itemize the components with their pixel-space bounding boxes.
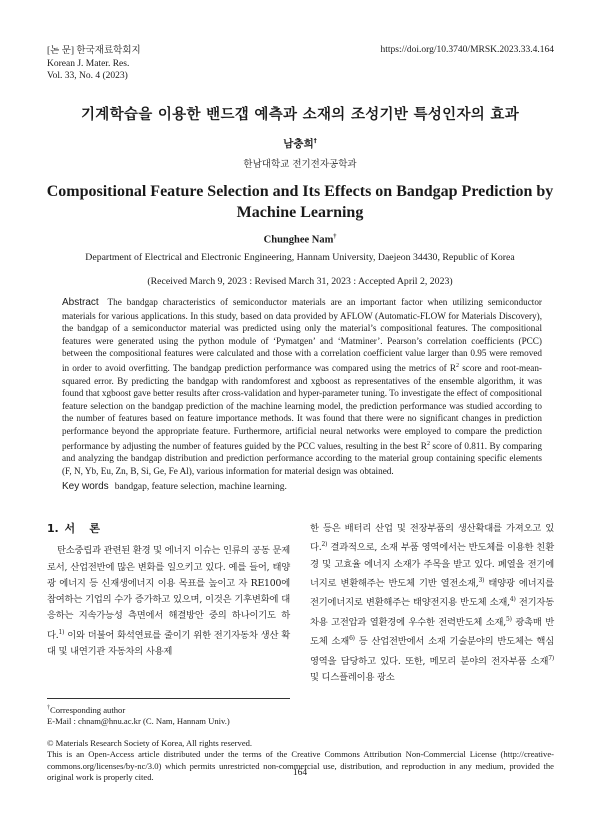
ref-6: 6)	[349, 635, 355, 643]
body-column-left	[47, 521, 290, 660]
english-title	[40, 182, 560, 223]
keywords	[62, 481, 542, 492]
doi-link[interactable]: https://doi.org/10.3740/MRSK.2023.33.4.164	[380, 45, 554, 55]
ref-7: 7)	[548, 654, 554, 662]
keywords-label: Key words	[62, 481, 109, 492]
english-author	[0, 234, 600, 246]
abstract-sup-1: 2	[456, 362, 460, 369]
section-title: 서 론	[64, 522, 100, 535]
journal-korean-name: [논 문] 한국재료학회지	[47, 46, 141, 56]
english-title-line2: Machine Learning	[236, 203, 364, 221]
journal-abbrev: Korean J. Mater. Res.	[47, 58, 130, 69]
body-column-right	[310, 521, 554, 686]
keywords-text: bandgap, feature selection, machine learning.	[114, 482, 287, 492]
received-dates: (Received March 9, 2023 : Revised March 31, 2023 : Accepted April 2, 2023)	[147, 276, 453, 287]
footnote-label: Corresponding author	[50, 704, 126, 715]
page-number: 164	[292, 768, 308, 778]
copyright-line1: © Materials Research Society of Korea, All rights reserved.	[47, 738, 253, 748]
abstract-text-1: The bandgap characteristics of semiconductor materials are an important factor when utilizing semiconductor materials for various applications. In this study, based on data provided by AFLOW (Automatic-FLOW for Materials Discovery), the bandgap of a semiconductor material was predicted using only the material’s compositional features. The compositional features were generated using the python module of ‘Pymatgen’ and ‘Matminer’. Pearson’s correlation coefficients (PCC) between the compositional features were calculated and those with a correlation coefficient value larger than 0.95 were removed in order to avoid overfitting. The bandgap prediction performance was compared using the metrics of R	[62, 297, 542, 374]
korean-title: 기계학습을 이용한 밴드갭 예측과 소재의 조성기반 특성인자의 효과	[80, 107, 520, 123]
body-left-text-1: 탄소중립과 관련된 환경 및 에너지 이슈는 인류의 공동 문제로서, 산업전반에 많은 변화를 일으키고 있다. 예를 들어, 태양광 에너지 등 신재생에너지 이용 목표를 높이고 자 RE100에 참여하는 기업의 수가 증가하고 있으며, 이것은 기후변화에 대응하는 지속가능성 측면에서 해결방안 중의 하나이기도 하다.	[47, 545, 290, 641]
english-author-mark: †	[333, 234, 337, 240]
section-heading	[47, 521, 290, 537]
korean-affiliation: 한남대학교 전기전자공학과	[243, 159, 357, 170]
english-author-name: Chunghee Nam	[263, 234, 334, 246]
body-right-text-6: 등 산업전반에서 소재 기술분야의 반도체는 핵심영역을 담당하고 있다. 또한, 메모리 분야의 전자부품 소재	[310, 636, 554, 667]
journal-header	[47, 45, 141, 83]
corresponding-footnote	[47, 703, 230, 728]
footnote-divider	[47, 698, 290, 699]
body-right-text-2: 결과적으로, 소재 부품 영역에서는 반도체를 이용한 친환경 및 고효율 에너지 소재가 주목을 받고 있다. 폐열을 전기에너지로 변환해주는 반도체 기반 열전소재,	[310, 542, 554, 590]
abstract-sup-2: 2	[426, 440, 430, 447]
body-paragraph-left	[47, 543, 290, 660]
footnote-mark: †	[47, 705, 50, 711]
english-title-line1: Compositional Feature Selection and Its Effects on Bandgap Prediction by	[46, 183, 554, 200]
english-affiliation: Department of Electrical and Electronic Engineering, Hannam University, Daejeon 34430, Republic of Korea	[85, 252, 515, 263]
korean-author-name: 남충희	[283, 138, 314, 150]
footnote-line1	[47, 703, 230, 716]
abstract	[62, 296, 542, 477]
copyright-license: This is an Open-Access article distributed under the terms of the Creative Commons Attribution Non-Commercial License (http://creative-commons.org/licenses/by-nc/3.0) which permits unrestricted non-commercial use, distribution, and reproduction in any medium, provided the original work is properly cited.	[47, 749, 554, 782]
footnote-email: E-Mail : chnam@hnu.ac.kr (C. Nam, Hannam Univ.)	[47, 716, 230, 727]
abstract-text-2: score and root-mean-squared error. By predicting the bandgap with randomforest and xgboost as representatives of the ensemble algorithm, it was found that xgboost gave better results after cross-validation and hyper-parameter tuning. To investigate the effect of compositional feature selection on the bandgap prediction of the machine learning model, the prediction performance was studied according to the number of features based on feature importance methods. It was found that there were no significant changes in prediction performance beyond the appropriate feature. Furthermore, artificial neural networks were employed to compare the prediction performance by adjusting the number of features guided by the PCC values, resulting in the best R	[62, 363, 542, 451]
ref-1: 1)	[58, 628, 65, 636]
body-left-text-2: 이와 더불어 화석연료를 줄이기 위한 전기자동차 생산 확대 및 내연기관 자동차의 사용제	[47, 629, 290, 658]
body-right-text-3: 태양광 에너지를 전기에너지로 변환해주는 태양전지용 반도체 소재,	[310, 578, 554, 609]
korean-author-mark: †	[313, 137, 317, 145]
body-right-text-5: 광촉매 반도체 소재	[310, 616, 554, 648]
body-right-text-1: 한 등은 배터리 산업 및 전장부품의 생산확대를 가져오고 있다.	[310, 523, 554, 554]
ref-2: 2)	[321, 541, 328, 549]
ref-4: 4)	[509, 596, 516, 604]
abstract-label: Abstract	[62, 297, 99, 308]
body-right-text-7: 및 디스플레이용 광소	[310, 671, 395, 683]
journal-volume: Vol. 33, No. 4 (2023)	[47, 71, 128, 81]
body-paragraph-right	[310, 521, 554, 686]
ref-3: 3)	[478, 576, 485, 584]
section-number: 1.	[47, 522, 59, 535]
ref-5: 5)	[506, 615, 512, 623]
korean-author	[0, 136, 600, 151]
abstract-text-3: score of 0.811. By comparing and analyzing the bandgap distribution and prediction performance according to the material group containing specific elements (F, N, Yb, Eu, Zn, B, Si, Ge, Fe Al), various information for material design was obtained.	[62, 440, 542, 476]
body-right-text-4: 전기자동차용 고전압과 열환경에 우수한 전력반도체 소재,	[310, 597, 554, 628]
